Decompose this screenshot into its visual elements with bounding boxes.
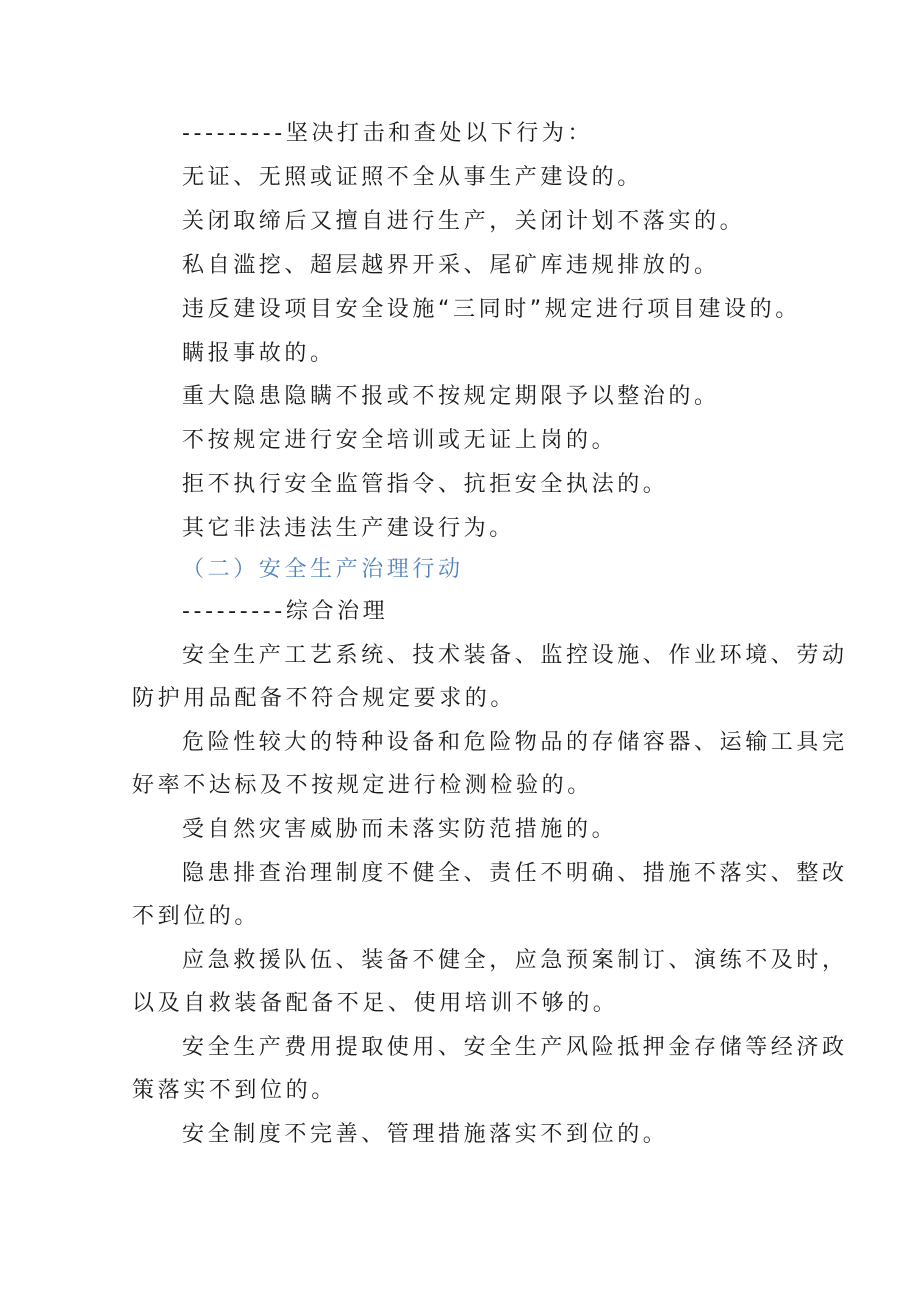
- paragraph-line: 应急救援队伍、装备不健全，应急预案制订、演练不及时，: [182, 948, 848, 973]
- subsection-line: ---------综合治理: [182, 599, 389, 624]
- paragraph-line: 安全制度不完善、管理措施落实不到位的。: [182, 1122, 669, 1147]
- section-heading: （二）安全生产治理行动: [182, 557, 464, 582]
- paragraph-line: 防护用品配备不符合规定要求的。: [132, 686, 517, 711]
- list-item: 瞒报事故的。: [182, 341, 336, 366]
- paragraph-line: 隐患排查治理制度不健全、责任不明确、措施不落实、整改: [182, 861, 848, 886]
- list-item: 重大隐患隐瞒不报或不按规定期限予以整治的。: [182, 384, 720, 409]
- list-item: 违反建设项目安全设施“三同时”规定进行项目建设的。: [182, 297, 801, 322]
- paragraph-line: 好率不达标及不按规定进行检测检验的。: [132, 773, 593, 798]
- paragraph-line: 策落实不到位的。: [132, 1078, 337, 1103]
- paragraph-line: 不到位的。: [132, 904, 261, 929]
- list-item: 关闭取缔后又擅自进行生产，关闭计划不落实的。: [182, 209, 746, 234]
- intro-line: ---------坚决打击和查处以下行为：: [182, 121, 594, 146]
- paragraph-line: 安全生产工艺系统、技术装备、监控设施、作业环境、劳动: [182, 643, 848, 668]
- list-item: 无证、无照或证照不全从事生产建设的。: [182, 165, 643, 190]
- list-item: 不按规定进行安全培训或无证上岗的。: [182, 428, 618, 453]
- list-item: 私自滥挖、超层越界开采、尾矿库违规排放的。: [182, 253, 720, 278]
- list-item: 拒不执行安全监管指令、抗拒安全执法的。: [182, 472, 669, 497]
- paragraph-line: 安全生产费用提取使用、安全生产风险抵押金存储等经济政: [182, 1035, 848, 1060]
- paragraph-line: 受自然灾害威胁而未落实防范措施的。: [182, 817, 618, 842]
- paragraph-line: 危险性较大的特种设备和危险物品的存储容器、运输工具完: [182, 730, 848, 755]
- paragraph-line: 以及自救装备配备不足、使用培训不够的。: [132, 991, 619, 1016]
- list-item: 其它非法违法生产建设行为。: [182, 516, 515, 541]
